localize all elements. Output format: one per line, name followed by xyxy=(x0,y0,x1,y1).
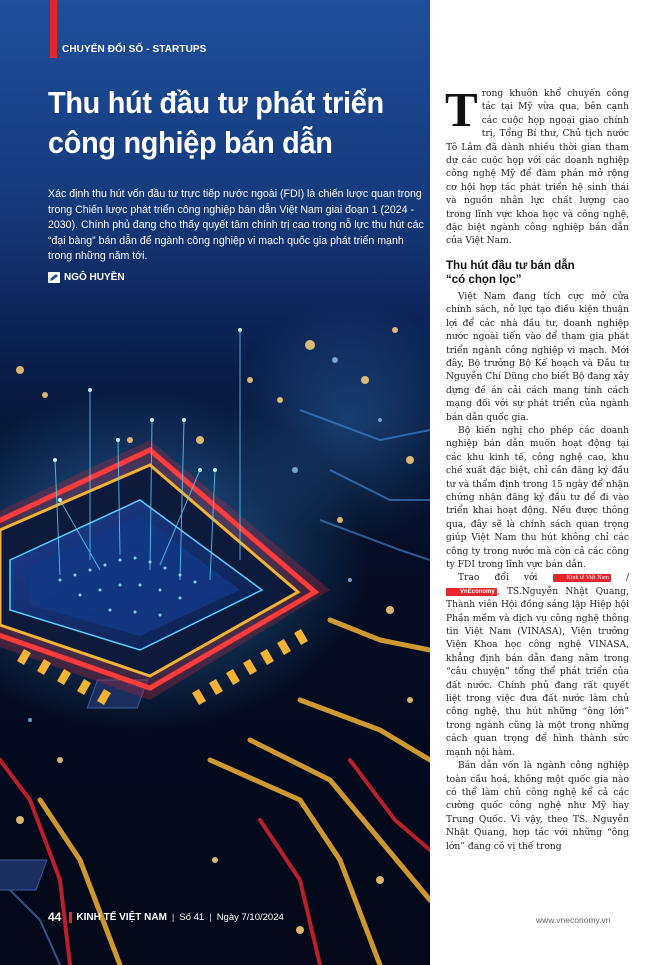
page-footer xyxy=(48,910,284,924)
paragraph-5: Bán dẫn vốn là ngành công nghiệp toàn cầu hoá, không một quốc gia nào có thể làm chủ công nghệ kể cả các cường quốc công nghệ như Mỹ hay Trung Quốc. Vì vậy, theo TS. Nguyễn Nhật Quang, hợp tác với những “ông lớn” đang có vị thế trong xyxy=(446,761,629,852)
footer-accent-bar xyxy=(69,912,72,923)
issue-number: Số 41 xyxy=(179,911,205,923)
section-accent-bar xyxy=(50,0,57,58)
footer-separator: | xyxy=(209,911,212,923)
brand-logo-vneconomy: VnEconomy xyxy=(446,588,497,596)
drop-cap: T xyxy=(445,82,478,137)
footer-separator: | xyxy=(171,911,175,923)
section-label: CHUYỂN ĐỔI SỐ - STARTUPS xyxy=(62,44,207,55)
magazine-name: KINH TẾ VIỆT NAM xyxy=(76,911,167,923)
byline xyxy=(48,272,125,283)
brand-slash: / xyxy=(625,573,630,584)
article-body xyxy=(445,82,630,854)
paragraph-4-prefix: Trao đổi với xyxy=(458,573,538,584)
subheading-line-1: Thu hút đầu tư bán dẫn xyxy=(446,257,575,272)
website-url: www.vneconomy.vn xyxy=(536,915,611,925)
paragraph-4 xyxy=(446,572,629,760)
brand-logo-kinh-te: Kinh tế Việt Nam xyxy=(553,574,611,582)
page-number: 44 xyxy=(48,910,62,924)
paragraph-4-body: , TS.Nguyễn Nhật Quang, Thành viên Hội đồng sáng lập Hiệp hội Phần mềm và dịch vụ công nghệ thông tin Việt Nam (VINASA), Viện trưởng Viện Khoa học công nghệ VINASA, khẳng định bán dẫn đang nằm trong “câu chuyện” tổng thể phát triển của đất nước. Chính phủ đang rất quyết liệt trong việc đưa đất nước làm chủ công nghệ, thu hút những “ông lớn” trong ngành cũng là một trong những cách quan trọng để hình thành sức mạnh nội hàm. xyxy=(446,586,629,758)
article-title: Thu hút đầu tư phát triển công nghiệp bán dẫn xyxy=(48,85,384,160)
pen-icon xyxy=(48,272,60,283)
article-lead: Xác định thu hút vốn đầu tư trực tiếp nước ngoài (FDI) là chiến lược quan trọng trong Chiến lược phát triển công nghiệp bán dẫn Việt Nam giai đoạn 1 (2024 - 2030). Chính phủ đang cho thấy quyết tâm chính trị cao trong nỗ lực thu hút các “đại bàng” bán dẫn để ngành công nghiệp vi mạch quốc gia phát triển mạnh trong những năm tới. xyxy=(48,188,424,263)
subheading-line-2: “có chọn lọc” xyxy=(446,271,522,286)
paragraph-3: Bộ kiến nghị cho phép các doanh nghiệp bán dẫn muốn hoạt động tại các khu kinh tế, công nghệ cao, khu chế xuất đặc biệt, chỉ cần đăng ký đầu tư và thẩm định trong 15 ngày để nhận chứng nhận đăng ký đầu tư để đi vào triển khai hoạt động. Nếu được thông qua, đây sẽ là chính sách quan trọng giúp Việt Nam thu hút không chỉ các công ty trong nước mà còn cả các công ty FDI trong lĩnh vực bán dẫn. xyxy=(446,425,629,570)
paragraph-1: rong khuôn khổ chuyến công tác tại Mỹ vừa qua, bên cạnh các cuộc họp ngoại giao chính trị, Tổng Bí thư, Chủ tịch nước Tô Lâm đã dành nhiều thời gian tham dự các cuộc họp với các doanh nghiệp công nghệ Mỹ để đàm phán mở rộng cơ hội hợp tác phát triển hệ sinh thái và nguồn nhân lực chất lượng cao trong lĩnh vực khoa học và công nghệ, đặc biệt ngành công nghiệp bán dẫn của Việt Nam. xyxy=(446,89,629,247)
paragraph-2: Việt Nam đang tích cực mở cửa chính sách, nỗ lực tạo điều kiện thuận lợi để các nhà đầu tư, doanh nghiệp nước ngoài tiến vào để tham gia phát triển ngành công nghiệp vi mạch. Mới đây, Bộ trưởng Bộ Kế hoạch và Đầu tư Nguyễn Chí Dũng cho biết Bộ đang xây dựng đề án cải cách mang tính cách mạng đối với sự phát triển của ngành bán dẫn quốc gia. xyxy=(446,291,629,423)
issue-date: Ngày 7/10/2024 xyxy=(216,911,284,923)
subheading xyxy=(446,258,616,286)
author-name: NGÔ HUYỀN xyxy=(64,272,125,283)
